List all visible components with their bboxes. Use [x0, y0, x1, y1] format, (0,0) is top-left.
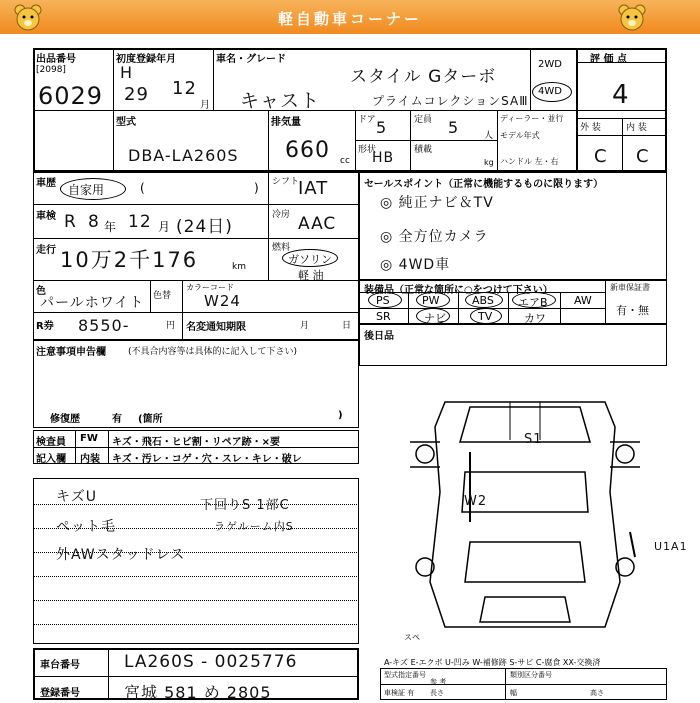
equip-circle [470, 308, 502, 324]
score-label: 評 価 点 [590, 54, 627, 65]
nc-day: 日 [342, 321, 352, 331]
sales-point: ◎ 純正ナビ＆TV [380, 195, 494, 211]
equip-ps: PS [376, 294, 390, 307]
load-label: 積載 [414, 145, 433, 155]
spare-label: スペ [404, 633, 420, 642]
damage-mark-s1: S1 [524, 432, 543, 447]
history-value: 自家用 [68, 183, 105, 197]
insp-year: 8 [88, 212, 100, 232]
aircon-value: AAC [298, 214, 337, 234]
name-change-label: 名変通知期限 [186, 322, 246, 333]
ref-label: 参 考 [430, 678, 447, 686]
exterior-label: 外 装 [580, 123, 601, 133]
reg-month: 12 [172, 78, 197, 99]
interior-options: キズ・汚レ・コゲ・穴・スレ・キレ・破レ [112, 454, 302, 465]
drive-4wd: 4WD [538, 86, 562, 97]
grade-line1: スタイル Gターボ [350, 67, 497, 87]
capacity-value: 5 [448, 118, 460, 137]
bear-mascot-icon [612, 2, 652, 32]
equip-tv: TV [478, 310, 493, 323]
insp-day: (24日) [176, 217, 233, 237]
fuel-alt: 軽 油 [298, 269, 324, 282]
equip-circle [465, 292, 503, 308]
score-value: 4 [612, 80, 630, 110]
insp-r: R [64, 212, 77, 232]
displacement-label: 排気量 [271, 117, 301, 128]
color-label: 色 [36, 286, 46, 297]
notes-sub: (不具合内容等は具体的に記入して下さい) [128, 347, 298, 357]
warranty-label: 新車保証書 [610, 283, 650, 292]
mileage-value: 10万2千176 [60, 248, 199, 272]
insp-month-unit: 月 [158, 220, 171, 234]
equip-sr: SR [376, 310, 391, 323]
history-paren-close: ) [254, 181, 259, 195]
repair-close: ) [338, 410, 343, 421]
car-damage-diagram [400, 382, 670, 640]
interior-cat-label: 内装 [80, 454, 100, 465]
fuel-label: 燃料 [272, 243, 291, 253]
type-designation-label: 型式指定番号 [384, 671, 426, 679]
banner [0, 0, 700, 34]
class-label: 類別区分番号 [510, 671, 552, 679]
fuel-value: ガソリン [288, 253, 332, 266]
banner-title: 軽自動車コーナー [277, 10, 422, 28]
damage-mark-u1a1: U1A1 [654, 540, 688, 553]
equip-navi: ナビ [424, 312, 446, 325]
width-label: 幅 [510, 689, 517, 697]
equip-airbag: エアB [518, 296, 548, 309]
mileage-label: 走行 [36, 245, 56, 256]
aircon-label: 冷房 [272, 210, 291, 220]
capacity-label: 定員 [414, 115, 433, 125]
name-label: 車名・グレード [216, 54, 286, 65]
lot-sub: [2098] [36, 65, 66, 75]
remark-line-right: ラゲルーム内S [214, 520, 294, 533]
equip-abs: ABS [472, 294, 494, 307]
equip-aw: AW [574, 294, 592, 307]
rear-seat-label: 後日品 [364, 331, 394, 342]
interior-label: 内 装 [626, 123, 647, 133]
model-year-label: モデル年式 [500, 131, 540, 140]
fw-label: FW [80, 433, 98, 444]
handle-label: ハンドル 左・右 [500, 157, 559, 166]
height-label: 高さ [590, 689, 604, 697]
history-label: 車歴 [36, 178, 56, 189]
yen-unit: 円 [166, 321, 176, 331]
shift-label: シフト [272, 177, 300, 187]
model-name: キャスト [240, 90, 321, 112]
dealer-label: ディーラー・並行 [500, 114, 564, 123]
color-code-label: カラーコード [186, 283, 234, 292]
rear-frame [359, 324, 667, 366]
exterior-value: C [594, 146, 608, 167]
month-unit: 月 [200, 100, 210, 111]
displacement-value: 660 [285, 138, 330, 163]
kg-unit: kg [484, 158, 494, 167]
remark-line: 外AWスタッドレス [56, 547, 186, 563]
damage-mark-w2: W2 [464, 494, 488, 509]
color-change-label: 色替 [153, 291, 172, 301]
interior-value: C [636, 146, 650, 167]
shape-value: HB [372, 150, 395, 166]
history-paren: ( [140, 181, 145, 195]
color-value: パールホワイト [40, 295, 145, 311]
plate-label: 登録番号 [40, 688, 80, 699]
color-code-value: W24 [204, 292, 241, 310]
length-label: 長さ [430, 689, 444, 697]
recycle-value: 8550- [78, 316, 130, 335]
lot-number: 6029 [38, 82, 104, 110]
shift-value: IAT [298, 178, 329, 199]
sales-title: セールスポイント（正常に機能するものに限ります） [364, 179, 604, 190]
cc-unit: cc [340, 156, 350, 166]
repair-value: 有 [112, 414, 122, 425]
insp-year-unit: 年 [104, 220, 117, 234]
remark-line: キズU [56, 489, 97, 505]
inspection-label: 車検 [36, 211, 56, 222]
grade-line2: プライムコレクションSAⅢ [372, 94, 529, 108]
entry-label: 記入欄 [36, 454, 66, 465]
remark-line: ペット毛 [56, 519, 116, 535]
notes-label: 注意事項申告欄 [36, 347, 106, 358]
damage-legend: A-キズ E-エクボ U-凹み W-補修跡 S-サビ C-腐食 XX-交換済 [384, 658, 601, 667]
repair-place: (箇所 [138, 414, 163, 425]
equip-circle [368, 292, 402, 308]
doors-label: ドア [358, 115, 376, 125]
warranty-value: 有・無 [616, 304, 649, 317]
chassis-label: 車台番号 [40, 660, 80, 671]
capacity-unit: 人 [484, 131, 494, 141]
nc-month: 月 [300, 321, 310, 331]
equip-pw: PW [422, 294, 440, 307]
shape-label: 形状 [358, 145, 377, 155]
recycle-label: R券 [36, 321, 54, 332]
insp-month: 12 [128, 212, 152, 232]
doors-value: 5 [376, 118, 388, 137]
sales-point: ◎ 全方位カメラ [380, 229, 489, 245]
repair-label: 修復歴 [50, 414, 80, 425]
equip-circle [512, 292, 556, 308]
era: H [120, 63, 134, 82]
type-value: DBA-LA260S [128, 146, 239, 165]
equipment-title: 装備品（正常な箇所に○をつけて下さい） [364, 285, 553, 296]
first-reg-label: 初度登録年月 [116, 54, 176, 65]
chassis-value: LA260S - 0025776 [124, 652, 298, 672]
remark-line-right: 下回りS 1部C [200, 498, 290, 513]
drive-2wd: 2WD [538, 59, 562, 70]
owner-label: 車検証 有 [384, 689, 415, 697]
inspector-label: 検査員 [36, 437, 66, 448]
fw-options: キズ・飛石・ヒビ割・リペア跡・×要 [112, 437, 280, 448]
sales-point: ◎ 4WD車 [380, 257, 451, 273]
equip-leather: カワ [524, 312, 546, 325]
lot-label: 出品番号 [36, 54, 76, 65]
equip-circle [416, 308, 450, 324]
plate-value: 宮城 581 め 2805 [124, 683, 272, 702]
km-unit: km [232, 262, 246, 272]
reg-year: 29 [124, 84, 149, 105]
type-label: 型式 [116, 117, 136, 128]
equip-circle [416, 292, 450, 308]
